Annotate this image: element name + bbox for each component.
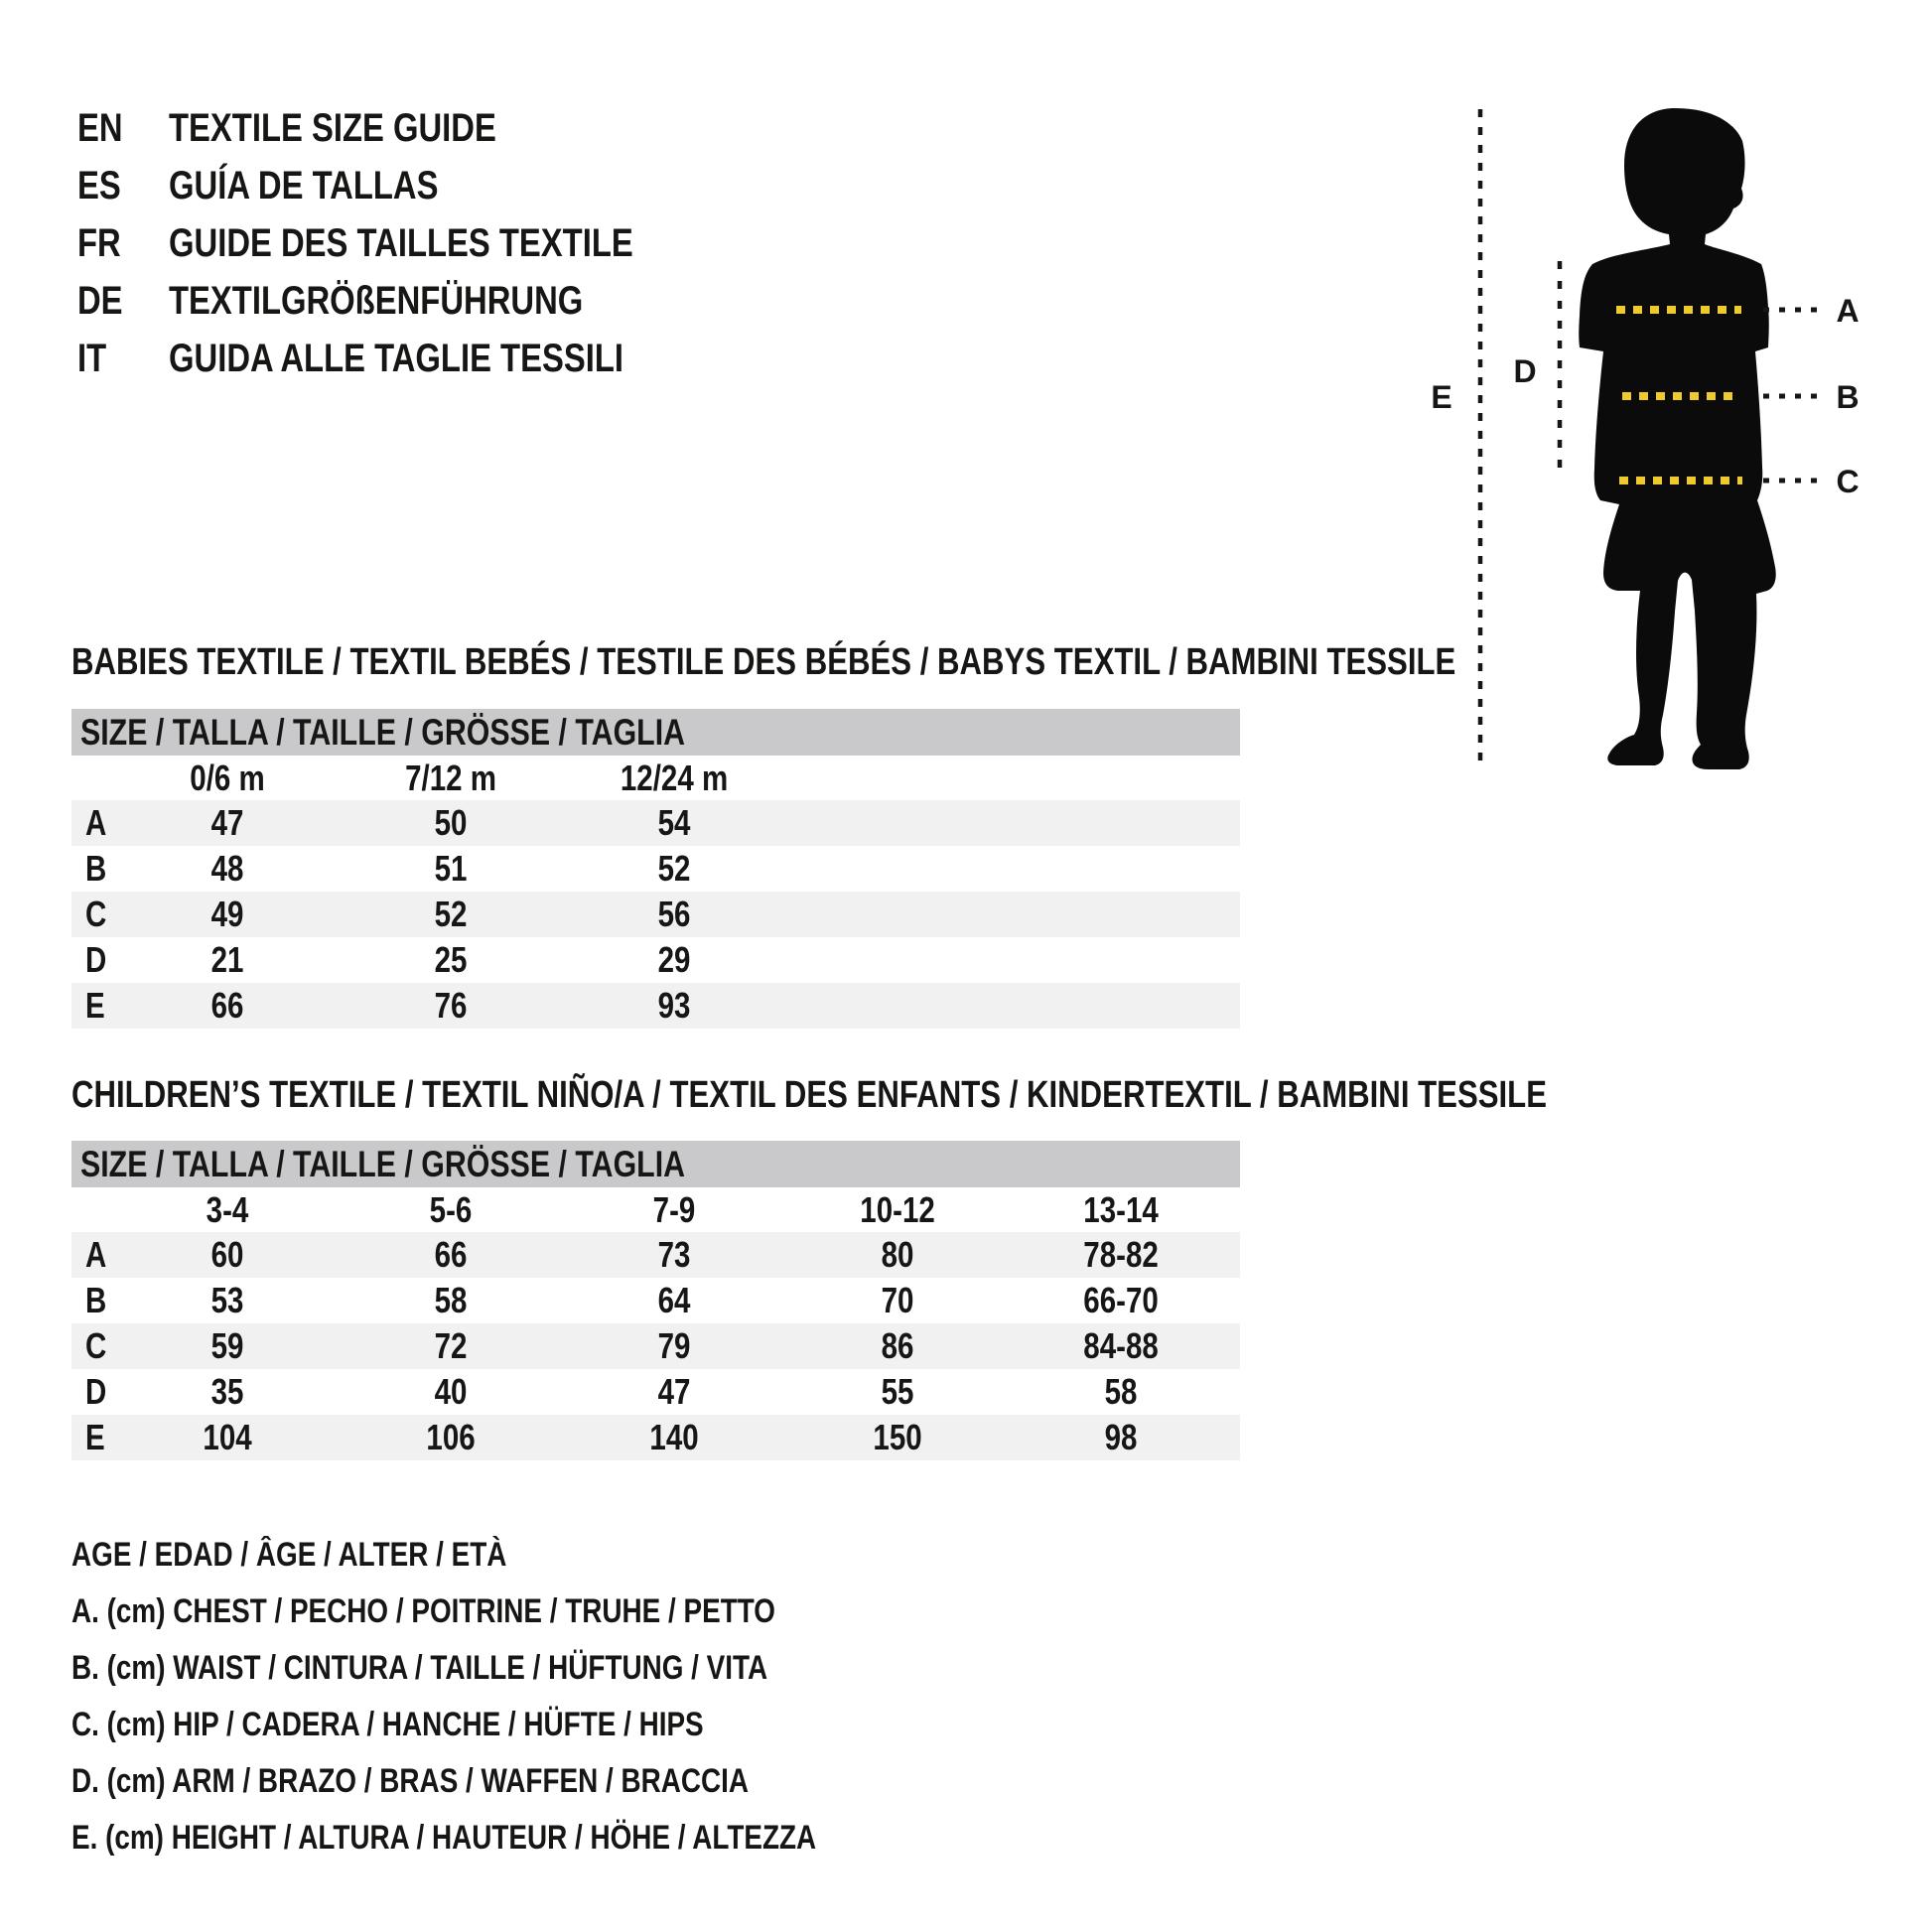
guide-title-it: GUIDA ALLE TAGLIE TESSILI: [169, 337, 623, 380]
cell-value: 52: [435, 894, 468, 934]
language-code: DE: [77, 279, 123, 323]
cell-value: 21: [211, 939, 244, 980]
cell-value: 150: [873, 1417, 923, 1457]
cell-value: 55: [882, 1371, 914, 1412]
table-row: [71, 892, 1240, 937]
measure-label-e: E: [1431, 379, 1452, 415]
cell-value: 47: [211, 802, 244, 843]
measure-label-b: B: [1836, 379, 1860, 415]
language-row-en: [77, 99, 735, 157]
cell-value: 56: [658, 894, 691, 934]
table-row: [71, 937, 1240, 983]
table-row: [71, 846, 1240, 892]
measurement-diagram: [1390, 79, 1932, 814]
row-label: A: [85, 802, 107, 843]
cell-value: 53: [211, 1280, 244, 1320]
cell-value: 50: [435, 802, 468, 843]
language-row-fr: [77, 214, 735, 272]
language-header: [77, 99, 735, 387]
cell-value: 35: [211, 1371, 244, 1412]
legend-chest: A. (cm) CHEST / PECHO / POITRINE / TRUHE / PETTO: [71, 1592, 775, 1630]
language-row-de: [77, 272, 735, 330]
row-label: D: [85, 939, 107, 980]
measure-label-c: C: [1836, 464, 1860, 499]
babies-size-table: [71, 709, 1240, 1029]
cell-value: 47: [658, 1371, 691, 1412]
row-label: E: [85, 1417, 105, 1457]
guide-title-de: TEXTILGRÖßENFÜHRUNG: [169, 279, 584, 323]
babies-table-header-bar: SIZE / TALLA / TAILLE / GRÖSSE / TAGLIA: [71, 709, 1240, 756]
cell-value: 98: [1105, 1417, 1138, 1457]
table-row: [71, 983, 1240, 1029]
language-code: IT: [77, 337, 107, 380]
language-row-es: [77, 157, 735, 214]
language-code: EN: [77, 106, 123, 150]
cell-value: 70: [882, 1280, 914, 1320]
cell-value: 73: [658, 1234, 691, 1275]
legend-height: E. (cm) HEIGHT / ALTURA / HAUTEUR / HÖHE / ALTEZZA: [71, 1819, 817, 1857]
table-row: [71, 1232, 1240, 1278]
cell-value: 78-82: [1083, 1234, 1160, 1275]
babies-section-title: BABIES TEXTILE / TEXTIL BEBÉS / TESTILE DES BÉBÉS / BABYS TEXTIL / BAMBINI TESSILE: [71, 641, 1456, 683]
column-header: 10-12: [860, 1189, 936, 1230]
cell-value: 60: [211, 1234, 244, 1275]
guide-title-es: GUÍA DE TALLAS: [169, 164, 439, 207]
row-label: E: [85, 985, 105, 1026]
cell-value: 104: [203, 1417, 253, 1457]
language-code: FR: [77, 221, 121, 265]
column-header: 5-6: [430, 1189, 473, 1230]
cell-value: 72: [435, 1325, 468, 1366]
legend-age: AGE / EDAD / ÂGE / ALTER / ETÀ: [71, 1536, 507, 1574]
guide-title-en: TEXTILE SIZE GUIDE: [169, 106, 496, 150]
cell-value: 58: [435, 1280, 468, 1320]
children-table-header-bar: SIZE / TALLA / TAILLE / GRÖSSE / TAGLIA: [71, 1141, 1240, 1187]
row-label: D: [85, 1371, 107, 1412]
column-header: 0/6 m: [190, 758, 266, 798]
guide-title-fr: GUIDE DES TAILLES TEXTILE: [169, 221, 633, 265]
column-header: 7/12 m: [405, 758, 497, 798]
row-label: C: [85, 1325, 107, 1366]
table-row: [71, 1323, 1240, 1369]
column-header: 13-14: [1083, 1189, 1160, 1230]
column-header: 12/24 m: [621, 758, 729, 798]
cell-value: 48: [211, 848, 244, 889]
cell-value: 58: [1105, 1371, 1138, 1412]
children-section-title: CHILDREN’S TEXTILE / TEXTIL NIÑO/A / TEXTIL DES ENFANTS / KINDERTEXTIL / BAMBINI TESSILE: [71, 1074, 1547, 1116]
cell-value: 106: [426, 1417, 477, 1457]
table-row: [71, 1415, 1240, 1460]
measure-label-a: A: [1836, 293, 1860, 329]
cell-value: 29: [658, 939, 691, 980]
children-size-table: [71, 1141, 1240, 1460]
legend-waist: B. (cm) WAIST / CINTURA / TAILLE / HÜFTUNG / VITA: [71, 1649, 768, 1687]
cell-value: 79: [658, 1325, 691, 1366]
cell-value: 66-70: [1083, 1280, 1160, 1320]
row-label: A: [85, 1234, 107, 1275]
cell-value: 93: [658, 985, 691, 1026]
cell-value: 51: [435, 848, 468, 889]
cell-value: 59: [211, 1325, 244, 1366]
cell-value: 52: [658, 848, 691, 889]
cell-value: 54: [658, 802, 691, 843]
language-row-it: [77, 330, 735, 387]
cell-value: 40: [435, 1371, 468, 1412]
legend-hip: C. (cm) HIP / CADERA / HANCHE / HÜFTE / HIPS: [71, 1706, 704, 1743]
cell-value: 86: [882, 1325, 914, 1366]
cell-value: 140: [649, 1417, 700, 1457]
row-label: C: [85, 894, 107, 934]
cell-value: 66: [435, 1234, 468, 1275]
language-code: ES: [77, 164, 121, 207]
table-row: [71, 800, 1240, 846]
cell-value: 64: [658, 1280, 691, 1320]
cell-value: 25: [435, 939, 468, 980]
row-label: B: [85, 848, 107, 889]
cell-value: 76: [435, 985, 468, 1026]
cell-value: 80: [882, 1234, 914, 1275]
column-header: 7-9: [653, 1189, 696, 1230]
table-row: [71, 1369, 1240, 1415]
measurement-legend: [71, 1527, 980, 1866]
cell-value: 66: [211, 985, 244, 1026]
measure-label-d: D: [1513, 353, 1537, 389]
column-header: 3-4: [207, 1189, 249, 1230]
babies-column-header-row: [71, 756, 1240, 800]
cell-value: 49: [211, 894, 244, 934]
row-label: B: [85, 1280, 107, 1320]
cell-value: 84-88: [1083, 1325, 1160, 1366]
legend-arm: D. (cm) ARM / BRAZO / BRAS / WAFFEN / BRACCIA: [71, 1762, 750, 1800]
table-row: [71, 1278, 1240, 1323]
children-column-header-row: [71, 1187, 1240, 1232]
